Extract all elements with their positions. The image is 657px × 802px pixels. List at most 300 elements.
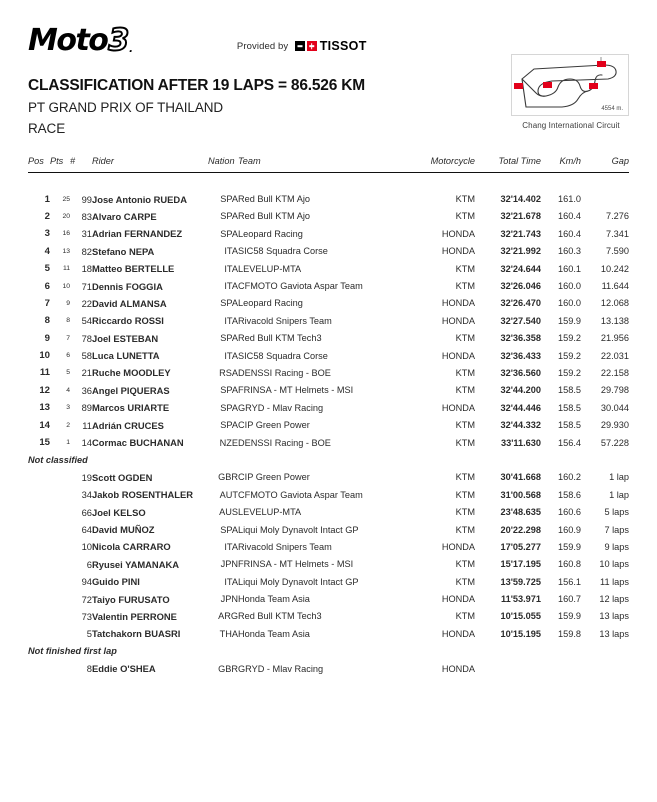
cell-rider: David ALMANSA (92, 297, 167, 309)
cell-team: Liqui Moly Dynavolt Intact GP (238, 524, 359, 535)
cell-position: 14 (39, 419, 50, 431)
cell-gap: 12.068 (600, 298, 629, 309)
cell-total-time: 32'24.644 (500, 263, 541, 274)
cell-motorcycle: KTM (455, 333, 475, 344)
cell-position (28, 660, 50, 677)
cell-rider: Taiyo FURUSATO (92, 593, 170, 605)
cell-points: 13 (62, 247, 70, 255)
cell-team: Red Bull KTM Ajo (238, 211, 310, 222)
logo-row (28, 23, 629, 58)
cell-number: 82 (81, 245, 92, 257)
cell-rider: Scott OGDEN (92, 471, 153, 483)
cell-points: 11 (62, 265, 70, 273)
col-header-pts: Pts (50, 156, 70, 173)
cell-team: Red Bull KTM Ajo (238, 194, 310, 205)
cell-total-time: 32'36.560 (500, 367, 541, 378)
cell-motorcycle: KTM (455, 437, 475, 448)
cell-nation: ITA (224, 281, 238, 292)
cell-total-time: 32'36.358 (500, 333, 541, 344)
cell-nation: SPA (220, 211, 238, 222)
section-label-not-classified: Not classified (28, 454, 88, 465)
cell-team: Honda Team Asia (238, 628, 310, 639)
tissot-logo (295, 39, 366, 53)
cell-points: 8 (66, 317, 70, 325)
cell-rider: Angel PIQUERAS (92, 384, 170, 396)
cell-points: 10 (62, 282, 70, 290)
cell-nation: JPN (220, 594, 238, 605)
cell-position: 10 (39, 350, 50, 362)
cell-gap: 7 laps (604, 524, 629, 535)
table-spacer-cell (28, 173, 629, 191)
cell-position: 8 (44, 315, 50, 327)
cell-number: 18 (81, 263, 92, 275)
cell-motorcycle: KTM (455, 576, 475, 587)
col-header-pos: Pos (28, 156, 50, 173)
cell-nation: AUS (219, 507, 238, 518)
cell-gap: 30.044 (600, 402, 629, 413)
cell-total-time: 32'44.200 (500, 385, 541, 396)
cell-nation: SPA (220, 385, 238, 396)
table-row (28, 486, 629, 503)
cell-points: 5 (66, 369, 70, 377)
cell-number: 89 (81, 402, 92, 414)
cell-team: FRINSA - MT Helmets - MSI (238, 559, 354, 570)
cell-position (28, 573, 50, 590)
cell-nation: SPA (220, 333, 238, 344)
circuit-name: Chang International Circuit (522, 121, 620, 130)
cell-position: 5 (44, 263, 50, 275)
table-row (28, 503, 629, 520)
cell-points (50, 469, 70, 486)
cell-team: CIP Green Power (238, 420, 310, 431)
cell-number: 78 (81, 332, 92, 344)
cell-points (50, 590, 70, 607)
cell-position: 9 (44, 332, 50, 344)
circuit-marker-t3 (543, 82, 552, 88)
cell-position (28, 625, 50, 642)
table-row (28, 399, 629, 416)
cell-kmh: 158.6 (558, 489, 581, 500)
cell-motorcycle: KTM (455, 489, 475, 500)
cell-nation: GBR (218, 472, 238, 483)
cell-gap: 13.138 (600, 315, 629, 326)
cell-rider: Joel ESTEBAN (92, 332, 159, 344)
cell-motorcycle: KTM (455, 507, 475, 518)
session-name: RACE (28, 120, 66, 136)
table-row (28, 382, 629, 399)
cell-motorcycle: KTM (455, 194, 475, 205)
cell-team: SIC58 Squadra Corse (238, 246, 328, 257)
cell-number: 99 (81, 193, 92, 205)
cell-team: Liqui Moly Dynavolt Intact GP (238, 576, 359, 587)
cell-gap: 5 laps (604, 507, 629, 518)
cell-kmh: 160.1 (558, 263, 581, 274)
results-table (28, 156, 629, 677)
cell-number: 64 (81, 524, 92, 535)
cell-rider: Alvaro CARPE (92, 210, 157, 222)
cell-position (28, 521, 50, 538)
cell-number: 22 (81, 297, 92, 309)
cell-position: 3 (44, 228, 50, 240)
cell-number: 54 (81, 315, 92, 327)
cell-gap: 10.242 (600, 263, 629, 274)
cell-gap: 13 laps (599, 611, 629, 622)
cell-total-time: 32'26.470 (500, 298, 541, 309)
cell-gap: 10 laps (599, 559, 629, 570)
cell-number: 5 (86, 628, 92, 640)
cell-points (50, 573, 70, 590)
cell-points (50, 521, 70, 538)
cell-total-time: 32'21.678 (500, 211, 541, 222)
cell-gap: 29.798 (600, 385, 629, 396)
cell-kmh: 160.6 (558, 507, 581, 518)
cell-kmh: 158.5 (558, 420, 581, 431)
cell-team: CFMOTO Gaviota Aspar Team (238, 489, 363, 500)
cell-gap: 57.228 (600, 437, 629, 448)
cell-number: 72 (81, 593, 92, 605)
table-row (28, 277, 629, 294)
cell-total-time: 10'15.195 (500, 628, 541, 639)
table-row (28, 556, 629, 573)
cell-motorcycle: KTM (455, 263, 475, 274)
cell-position (28, 486, 50, 503)
cell-position (28, 590, 50, 607)
table-row (28, 625, 629, 642)
cell-nation: SPA (220, 524, 238, 535)
cell-number: 94 (81, 576, 92, 588)
cell-team: FRINSA - MT Helmets - MSI (238, 385, 354, 396)
cell-total-time: 32'21.743 (500, 228, 541, 239)
cell-rider: Luca LUNETTA (92, 350, 160, 362)
cell-team: DENSSI Racing - BOE (238, 437, 331, 448)
cell-motorcycle: HONDA (441, 246, 475, 257)
cell-total-time: 32'44.446 (500, 402, 541, 413)
cell-total-time: 15'17.195 (500, 559, 541, 570)
cell-total-time: 32'14.402 (500, 194, 541, 205)
table-header-row (28, 156, 629, 173)
cell-nation: THA (219, 628, 238, 639)
cell-number: 58 (81, 350, 92, 362)
table-row (28, 190, 629, 207)
circuit-marker-t5 (589, 83, 598, 89)
cell-rider: Dennis FOGGIA (92, 280, 163, 292)
cell-rider: Adrian FERNANDEZ (92, 228, 183, 240)
cell-total-time (475, 660, 541, 677)
table-row (28, 573, 629, 590)
cell-kmh: 160.8 (558, 559, 581, 570)
cell-motorcycle: HONDA (441, 228, 475, 239)
cell-gap: 22.031 (600, 350, 629, 361)
cell-gap: 7.590 (606, 246, 629, 257)
cell-rider: Matteo BERTELLE (92, 263, 175, 275)
col-header-nation: Nation (208, 156, 238, 173)
cell-points: 3 (66, 404, 70, 412)
cell-gap: 12 laps (599, 594, 629, 605)
table-row (28, 538, 629, 555)
moto3-logo (28, 23, 132, 58)
cell-kmh (541, 660, 581, 677)
cell-nation: SPA (220, 194, 238, 205)
cell-nation: ITA (224, 263, 238, 274)
cell-gap: 13 laps (599, 628, 629, 639)
cell-number: 71 (81, 280, 92, 292)
cell-points (50, 486, 70, 503)
cell-motorcycle: HONDA (441, 541, 475, 552)
cell-rider: Eddie O'SHEA (92, 663, 156, 675)
cell-rider: Nicola CARRARO (92, 541, 171, 553)
cell-kmh: 159.9 (558, 611, 581, 622)
cell-kmh: 159.2 (558, 350, 581, 361)
cell-rider: Ryusei YAMANAKA (92, 558, 180, 570)
cell-nation: ITA (224, 246, 238, 257)
cell-team: Honda Team Asia (238, 594, 310, 605)
section-header-row (28, 451, 629, 468)
cell-nation: ARG (218, 611, 238, 622)
cell-position: 12 (39, 384, 50, 396)
col-header-gap: Gap (581, 156, 629, 173)
cell-motorcycle: KTM (455, 367, 475, 378)
circuit-length: 4554 m. (601, 106, 623, 112)
cell-rider: Joel KELSO (92, 506, 146, 518)
cell-team: GRYD - Mlav Racing (238, 663, 324, 674)
cell-total-time: 32'36.433 (500, 350, 541, 361)
cell-points (50, 608, 70, 625)
cell-motorcycle: HONDA (441, 594, 475, 605)
cell-gap: 1 lap (609, 472, 629, 483)
cell-motorcycle: KTM (455, 385, 475, 396)
circuit-marker-t12 (597, 61, 606, 67)
cell-gap: 11 laps (600, 576, 629, 587)
cell-gap: 1 lap (609, 489, 629, 500)
cell-nation: NZE (219, 437, 238, 448)
cell-nation: RSA (219, 367, 238, 378)
table-row (28, 469, 629, 486)
cell-points (50, 538, 70, 555)
cell-total-time: 31'00.568 (500, 489, 541, 500)
cell-gap: 9 laps (604, 541, 629, 552)
cell-motorcycle: HONDA (441, 298, 475, 309)
cell-rider: David MUÑOZ (92, 524, 155, 535)
cell-gap: 29.930 (600, 420, 629, 431)
cell-nation: SPA (220, 420, 238, 431)
cell-motorcycle: KTM (455, 611, 475, 622)
col-header-motorcycle: Motorcycle (413, 156, 475, 173)
cell-motorcycle: KTM (455, 420, 475, 431)
table-row (28, 225, 629, 242)
cell-rider: Tatchakorn BUASRI (92, 628, 181, 640)
circuit-marker-t1 (514, 83, 523, 89)
table-row (28, 416, 629, 433)
table-row (28, 660, 629, 677)
cell-nation: ITA (224, 315, 238, 326)
cell-points: 25 (62, 195, 70, 203)
cell-kmh: 159.9 (558, 315, 581, 326)
cell-rider: Adrián CRUCES (92, 419, 164, 431)
cell-team: CFMOTO Gaviota Aspar Team (238, 281, 363, 292)
table-spacer (28, 173, 629, 191)
cell-nation: SPA (220, 402, 238, 413)
cell-total-time: 11'53.971 (501, 594, 541, 605)
cell-kmh: 160.7 (558, 594, 581, 605)
cell-rider: Jakob ROSENTHALER (92, 489, 194, 501)
cell-nation: AUT (219, 489, 238, 500)
cell-team: Rivacold Snipers Team (238, 315, 332, 326)
cell-points: 16 (62, 230, 70, 238)
circuit-block (511, 54, 631, 130)
cell-nation: ITA (224, 350, 238, 361)
section-label-not-finished-first-lap: Not finished first lap (28, 646, 117, 657)
table-row (28, 330, 629, 347)
table-row (28, 312, 629, 329)
cell-gap (581, 660, 629, 677)
cell-points (50, 625, 70, 642)
cell-number: 66 (81, 506, 92, 518)
table-row (28, 347, 629, 364)
cell-motorcycle: KTM (455, 281, 475, 292)
cell-kmh: 160.4 (558, 211, 581, 222)
cell-team: DENSSI Racing - BOE (238, 367, 331, 378)
cell-gap: 22.158 (600, 367, 629, 378)
cell-total-time: 23'48.635 (500, 507, 541, 518)
cell-position: 13 (39, 402, 50, 414)
cell-points: 4 (66, 386, 70, 394)
cell-kmh: 160.2 (558, 472, 581, 483)
table-row (28, 260, 629, 277)
cell-number: 14 (81, 437, 92, 449)
cell-team: Red Bull KTM Tech3 (238, 333, 322, 344)
cell-motorcycle: KTM (455, 524, 475, 535)
cell-kmh: 159.9 (558, 541, 581, 552)
table-row (28, 364, 629, 381)
table-row (28, 434, 629, 451)
cell-rider: Valentin PERRONE (92, 610, 177, 622)
cell-number: 11 (82, 419, 92, 431)
cell-position: 2 (44, 210, 50, 222)
cell-nation: SPA (220, 298, 238, 309)
moto3-logo-dot: . (129, 40, 132, 55)
cell-kmh: 160.0 (558, 281, 581, 292)
tissot-mark-icon (295, 41, 305, 51)
cell-rider: Marcos URIARTE (92, 402, 170, 414)
cell-total-time: 10'15.055 (500, 611, 541, 622)
cell-position: 6 (44, 280, 50, 292)
cell-number: 34 (81, 489, 92, 501)
cell-team: Rivacold Snipers Team (238, 541, 332, 552)
cell-position (28, 556, 50, 573)
cell-kmh: 160.4 (558, 228, 581, 239)
cell-number: 10 (81, 541, 92, 553)
cell-points: 2 (66, 421, 70, 429)
cell-total-time: 17'05.277 (500, 541, 541, 552)
cell-total-time: 20'22.298 (500, 524, 541, 535)
cell-motorcycle: HONDA (441, 663, 475, 674)
cell-kmh: 156.1 (558, 576, 581, 587)
cell-number: 8 (86, 663, 92, 675)
cell-team: CIP Green Power (238, 472, 310, 483)
cell-kmh: 156.4 (558, 437, 581, 448)
col-header-total-time: Total Time (475, 156, 541, 173)
cell-position (28, 469, 50, 486)
col-header-team: Team (238, 156, 413, 173)
cell-gap: 21.956 (600, 333, 629, 344)
event-name: PT GRAND PRIX OF THAILAND (28, 100, 224, 116)
cell-team: GRYD - Mlav Racing (238, 402, 324, 413)
provided-by-block (237, 39, 367, 53)
cell-number: 31 (81, 228, 92, 240)
table-row (28, 521, 629, 538)
cell-team: Red Bull KTM Tech3 (238, 611, 322, 622)
cell-position: 4 (44, 245, 50, 257)
cell-rider: Guido PINI (92, 576, 140, 588)
moto3-logo-text: Moto (28, 23, 108, 58)
cell-kmh: 160.9 (558, 524, 581, 535)
provided-by-label: Provided by (236, 40, 289, 52)
cell-kmh: 159.2 (558, 333, 581, 344)
cell-total-time: 32'21.992 (500, 246, 541, 257)
cell-position (28, 608, 50, 625)
cell-points: 9 (66, 299, 70, 307)
cell-total-time: 13'59.725 (500, 576, 541, 587)
results-table-body (28, 173, 629, 678)
cell-number: 73 (81, 610, 92, 622)
cell-points: 1 (66, 439, 70, 447)
cell-rider: Cormac BUCHANAN (92, 437, 184, 449)
col-header-kmh: Km/h (541, 156, 581, 173)
cell-number: 19 (81, 471, 92, 483)
cell-kmh: 160.0 (558, 298, 581, 309)
table-row (28, 590, 629, 607)
cell-position: 1 (44, 193, 50, 205)
cell-motorcycle: HONDA (441, 628, 475, 639)
cell-total-time: 32'27.540 (500, 315, 541, 326)
cell-team: SIC58 Squadra Corse (238, 350, 328, 361)
cell-kmh: 161.0 (558, 194, 581, 205)
cell-position (28, 503, 50, 520)
cell-total-time: 30'41.668 (500, 472, 541, 483)
col-header-rider: Rider (92, 156, 208, 173)
cell-rider: Jose Antonio RUEDA (92, 193, 187, 205)
cell-total-time: 32'44.332 (500, 420, 541, 431)
cell-rider: Ruche MOODLEY (92, 367, 171, 379)
table-row (28, 295, 629, 312)
cell-points (50, 660, 70, 677)
cell-number: 83 (81, 210, 92, 222)
table-row (28, 208, 629, 225)
cell-number: 6 (86, 558, 92, 570)
moto3-logo-number: 3 (108, 23, 129, 58)
circuit-map (511, 54, 629, 116)
cell-position: 11 (39, 367, 50, 379)
cell-nation: ITA (224, 576, 238, 587)
section-header-row (28, 643, 629, 660)
col-header-number: # (70, 156, 92, 173)
cell-kmh: 158.5 (558, 385, 581, 396)
cell-kmh: 158.5 (558, 402, 581, 413)
cell-gap: 7.276 (606, 211, 629, 222)
cell-gap: 7.341 (606, 228, 629, 239)
cell-gap: 11.644 (601, 281, 629, 292)
cell-nation: GBR (218, 663, 238, 674)
cell-motorcycle: HONDA (441, 350, 475, 361)
cell-points: 7 (66, 334, 70, 342)
cell-nation: SPA (220, 228, 238, 239)
cell-kmh: 160.3 (558, 246, 581, 257)
cell-team: Leopard Racing (238, 298, 303, 309)
page-title: CLASSIFICATION AFTER 19 LAPS = 86.526 KM (28, 77, 365, 94)
swiss-cross-icon (307, 41, 317, 51)
cell-position: 15 (39, 437, 50, 449)
cell-team: LEVELUP-MTA (238, 263, 302, 274)
